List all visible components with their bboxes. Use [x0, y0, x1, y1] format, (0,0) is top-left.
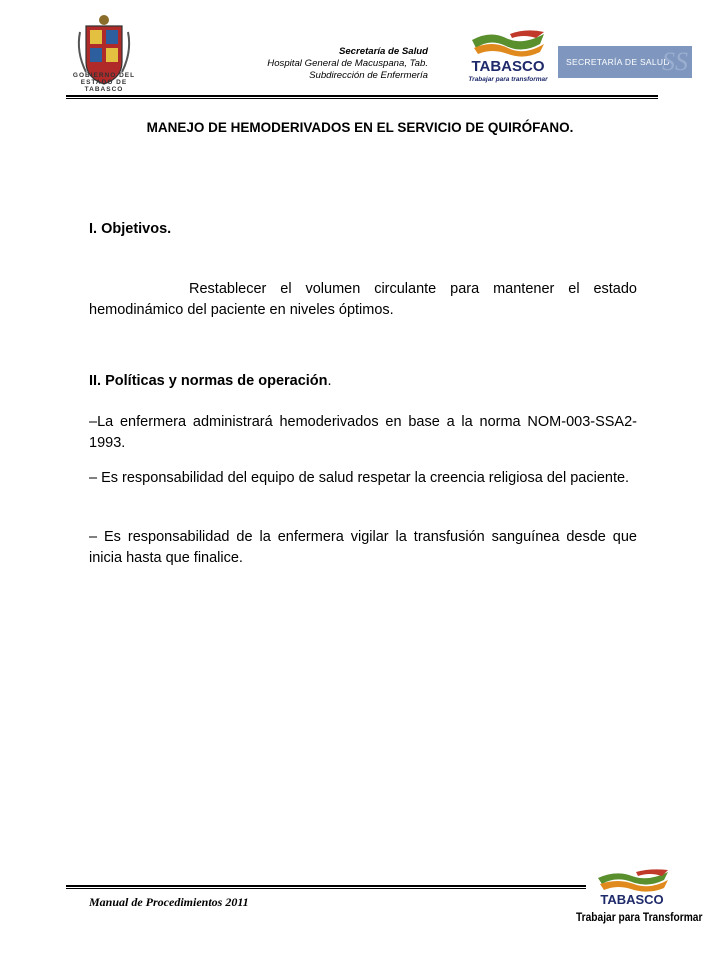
document-title: MANEJO DE HEMODERIVADOS EN EL SERVICIO DE QUIRÓFANO.: [146, 120, 574, 135]
policy-item: – Es responsabilidad del equipo de salud respetar la creencia religiosa del paciente.: [89, 470, 630, 486]
header-text: [267, 46, 428, 82]
section-heading-objectives: I. Objetivos.: [89, 221, 172, 237]
section-heading-policies: [89, 373, 332, 389]
policy-item: – Es responsabilidad de la enfermera vigilar la transfusión sanguínea desde que inicia hasta que finalice.: [89, 529, 637, 566]
policies-heading-text: II. Políticas y normas de operación: [89, 373, 328, 389]
seal-caption: TABASCO: [84, 86, 124, 93]
seal-caption: ESTADO DE: [80, 79, 128, 86]
header-divider: [66, 98, 658, 99]
footer-divider: [66, 888, 586, 889]
policies-heading-tail: .: [327, 373, 332, 389]
footer-brand-text: TABASCO: [600, 892, 664, 907]
footer-manual-label: Manual de Procedimientos 2011: [89, 895, 249, 909]
header-divider: [66, 95, 658, 97]
brand-tagline: Trabajar para transformar: [468, 76, 548, 83]
tabasco-logo-icon: [466, 28, 550, 84]
secretaria-salud-label: SECRETARÍA DE SALUD: [566, 57, 670, 67]
header-line-2: Hospital General de Macuspana, Tab.: [267, 58, 428, 69]
objectives-paragraph: Restablecer el volumen circulante para mantener el estado hemodinámico del paciente en niveles óptimos.: [89, 281, 637, 318]
seal-caption: GOBIERNO DEL: [72, 72, 136, 79]
secretaria-salud-logo: [558, 46, 692, 78]
footer-slogan: Trabajar para Transformar: [576, 910, 703, 924]
ss-mark: SS: [662, 47, 688, 76]
brand-text: TABASCO: [471, 58, 545, 75]
footer-divider: [66, 885, 586, 887]
policy-item: –La enfermera administrará hemoderivados en base a la norma NOM-003-SSA2-1993.: [89, 414, 637, 451]
header-line-3: Subdirección de Enfermería: [309, 70, 428, 81]
header-line-1: Secretaría de Salud: [338, 46, 428, 57]
